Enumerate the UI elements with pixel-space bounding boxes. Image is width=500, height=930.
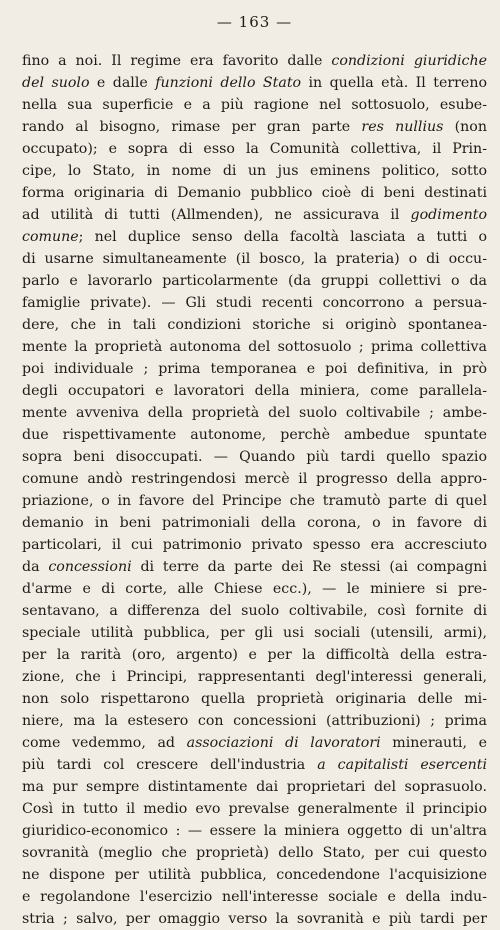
text-line: forma originaria di Demanio pubblico cioè di beni destinati [22, 185, 487, 201]
text-line: da concessioni di terre da parte dei Re stessi (ai compagni [22, 559, 487, 575]
text-line: occupato); e sopra di esso la Comunità collettiva, il Prin- [22, 141, 487, 157]
italic-text: del suolo [22, 75, 90, 91]
text-line: per la rarità (oro, argento) e per la difficoltà della estra- [22, 647, 487, 663]
text-line: rando al bisogno, rimase per gran parte res nullius (non [22, 119, 487, 135]
italic-text: comune [22, 229, 79, 245]
italic-text: concessioni [48, 559, 132, 575]
page-number: — 163 — [216, 13, 293, 31]
text-line: nella sua superficie e a più ragione nel sottosuolo, esube- [22, 97, 487, 113]
text-line: due rispettivamente autonome, perchè ambedue spuntate [22, 427, 487, 443]
text-line: poi individuale ; prima temporanea e poi definitiva, in prò [22, 361, 487, 377]
text-line: degli occupatori e lavoratori della miniera, come parallela- [22, 383, 487, 399]
text-line: speciale utilità pubblica, per gli usi sociali (utensili, armi), [22, 625, 487, 641]
italic-text: condizioni giuridiche [331, 53, 487, 69]
text-line: niere, ma la estesero con concessioni (attribuzioni) ; prima [22, 713, 487, 729]
italic-text: associazioni di lavoratori [186, 735, 381, 751]
text-line: ma pur sempre distintamente dai proprietari del soprasuolo. [22, 779, 487, 795]
italic-text: a capitalisti esercenti [317, 757, 487, 773]
text-line: priazione, o in favore del Principe che tramutò parte di quel [22, 493, 487, 509]
text-line: giuridico-economico : — essere la miniera oggetto di un'altra [22, 823, 487, 839]
italic-text: res nullius [361, 119, 444, 135]
text-line: più tardi col crescere dell'industria a capitalisti esercenti [22, 757, 487, 773]
text-line: di usarne simultaneamente (il bosco, la prateria) o di occu- [22, 251, 487, 267]
text-line: zione, che i Principi, rappresentanti degl'interessi generali, [22, 669, 487, 685]
text-line: mente la proprietà autonoma del sottosuolo ; prima collettiva [22, 339, 487, 355]
text-line: famiglie private). — Gli studi recenti concorrono a persua- [22, 295, 487, 311]
text-line: sopra beni disoccupati. — Quando più tardi quello spazio [22, 449, 487, 465]
text-line: ne dispone per utilità pubblica, concedendone l'acquisizione [22, 867, 487, 883]
text-line: fino a noi. Il regime era favorito dalle condizioni giuridiche [22, 53, 487, 69]
text-line: e regolandone l'esercizio nell'interesse sociale e della indu- [22, 889, 487, 905]
text-line: comune; nel duplice senso della facoltà lasciata a tutti o [22, 229, 487, 245]
italic-text: funzioni dello Stato [155, 75, 302, 91]
text-line: dere, che in tali condizioni storiche si originò spontanea- [22, 317, 487, 333]
body-text [22, 50, 487, 930]
text-line: stria ; salvo, per omaggio verso la sovranità e più tardi per [22, 911, 487, 927]
text-line: del suolo e dalle funzioni dello Stato in quella età. Il terreno [22, 75, 487, 91]
text-line: sovranità (meglio che proprietà) dello Stato, per cui questo [22, 845, 487, 861]
text-line: comune andò restringendosi mercè il progresso della appro- [22, 471, 487, 487]
text-line: Così in tutto il medio evo prevalse generalmente il principio [22, 801, 487, 817]
italic-text: godimento [410, 207, 487, 223]
text-line: come vedemmo, ad associazioni di lavoratori minerauti, e [22, 735, 487, 751]
text-line: non solo rispettarono quella proprietà originaria delle mi- [22, 691, 487, 707]
text-line: parlo e lavorarlo particolarmente (da gruppi collettivi o da [22, 273, 487, 289]
text-line: particolari, il cui patrimonio privato spesso era accresciuto [22, 537, 487, 553]
text-line: ad utilità di tutti (Allmenden), ne assicurava il godimento [22, 207, 487, 223]
text-line: demanio in beni patrimoniali della corona, o in favore di [22, 515, 487, 531]
text-line: cipe, lo Stato, in nome di un jus eminens politico, sotto [22, 163, 487, 179]
text-line: mente avveniva della proprietà del suolo coltivabile ; ambe- [22, 405, 487, 421]
text-line: d'arme e di corte, alle Chiese ecc.), — le miniere si pre- [22, 581, 487, 597]
text-line: sentavano, a differenza del suolo coltivabile, così fornite di [22, 603, 487, 619]
